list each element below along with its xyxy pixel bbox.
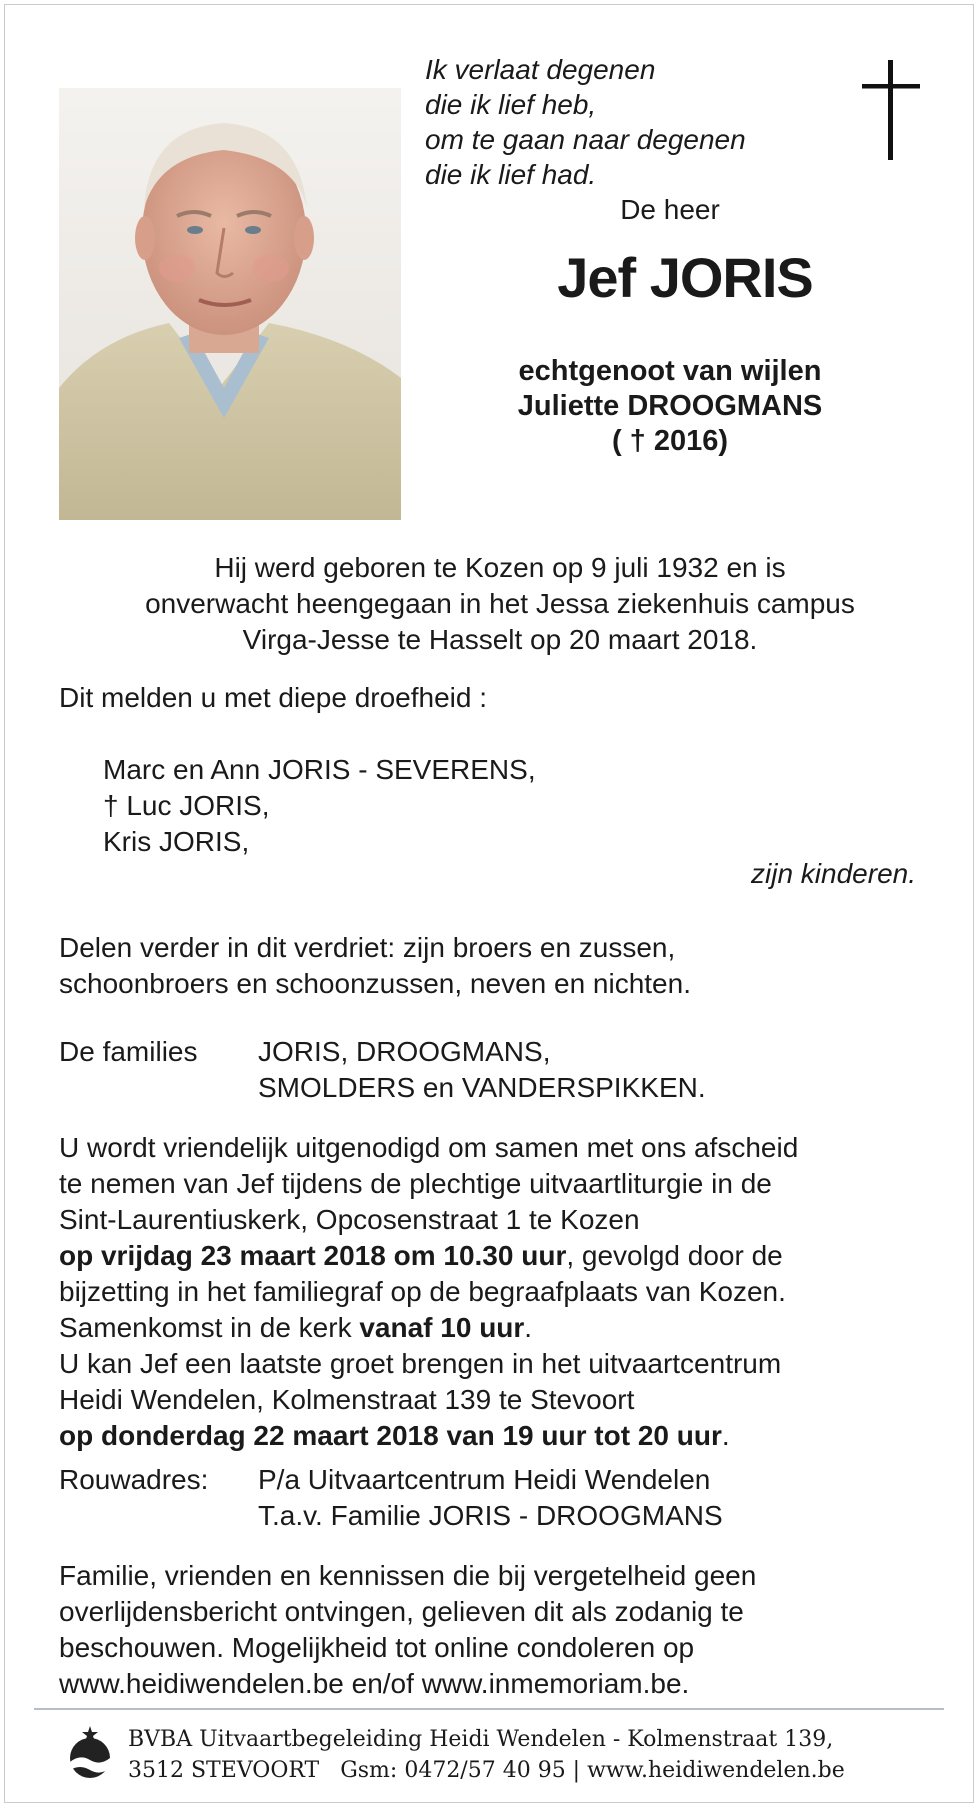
title-prefix: De heer — [620, 194, 720, 225]
families-line: JORIS, DROOGMANS, — [258, 1036, 551, 1067]
extended-family — [59, 930, 691, 1002]
invite-line: te nemen van Jef tijdens de plechtige uitvaartliturgie in de — [59, 1168, 772, 1199]
children-list — [103, 752, 536, 860]
invite-text: . — [721, 1420, 730, 1451]
spouse-info — [450, 354, 890, 459]
invite-line: bijzetting in het familiegraf op de begraafplaats van Kozen. — [59, 1276, 786, 1307]
footer-line: BVBA Uitvaartbegeleiding Heidi Wendelen - Kolmenstraat 139, — [128, 1727, 834, 1752]
spouse-name: Juliette DROOGMANS — [517, 390, 823, 422]
mourning-address — [258, 1462, 723, 1534]
footer-line: 3512 STEVOORT Gsm: 0472/57 40 95 | www.heidiwendelen.be — [128, 1758, 845, 1783]
footer-divider — [34, 1708, 944, 1710]
funeral-datetime: op vrijdag 23 maart 2018 om 10.30 uur — [59, 1240, 567, 1271]
child-entry: † Luc JORIS, — [103, 790, 270, 821]
portrait-photo — [59, 88, 401, 520]
invite-text: . — [524, 1312, 533, 1343]
viewing-datetime: op donderdag 22 maart 2018 van 19 uur tot 20 uur — [59, 1420, 722, 1451]
families-line: SMOLDERS en VANDERSPIKKEN. — [258, 1072, 706, 1103]
poem-line: die ik lief heb, — [425, 89, 597, 120]
invite-text: Samenkomst in de kerk — [59, 1312, 360, 1343]
child-entry: Kris JORIS, — [103, 826, 250, 857]
funeral-home-footer — [128, 1724, 845, 1786]
invite-line — [59, 1310, 798, 1346]
address-line: P/a Uitvaartcentrum Heidi Wendelen — [258, 1464, 711, 1495]
family-line: schoonbroers en schoonzussen, neven en nichten. — [59, 968, 691, 999]
invite-text: , gevolgd door de — [566, 1240, 783, 1271]
spouse-line: echtgenoot van wijlen — [518, 355, 822, 387]
families-label: De families — [59, 1036, 198, 1067]
children-label: zijn kinderen. — [751, 858, 916, 889]
invite-line: U kan Jef een laatste groet brengen in het uitvaartcentrum — [59, 1348, 782, 1379]
invite-line: Heidi Wendelen, Kolmenstraat 139 te Stevoort — [59, 1384, 635, 1415]
closing-note — [59, 1558, 756, 1702]
poem — [425, 52, 785, 192]
poem-line: die ik lief had. — [425, 159, 597, 190]
announcement-intro: Dit melden u met diepe droefheid : — [59, 682, 488, 713]
birth-line: Hij werd geboren te Kozen op 9 juli 1932 en is — [214, 552, 786, 583]
closing-line: Familie, vrienden en kennissen die bij vergetelheid geen — [59, 1560, 757, 1591]
birth-line: Virga-Jesse te Hasselt op 20 maart 2018. — [242, 624, 758, 655]
birth-death-info — [60, 550, 940, 658]
deceased-name: Jef JORIS — [557, 246, 813, 309]
child-entry: Marc en Ann JORIS - SEVERENS, — [103, 754, 536, 785]
invite-line — [59, 1418, 798, 1454]
address-line: T.a.v. Familie JORIS - DROOGMANS — [258, 1500, 723, 1531]
closing-line: overlijdensbericht ontvingen, gelieven dit als zodanig te — [59, 1596, 744, 1627]
families-names — [258, 1034, 706, 1106]
birth-line: onverwacht heengegaan in het Jessa ziekenhuis campus — [145, 588, 855, 619]
spouse-death-year: ( † 2016) — [611, 425, 729, 457]
mourning-address-label: Rouwadres: — [59, 1464, 209, 1495]
poem-line: om te gaan naar degenen — [425, 124, 746, 155]
poem-line: Ik verlaat degenen — [425, 54, 656, 85]
funeral-home-logo-icon — [64, 1724, 116, 1782]
family-line: Delen verder in dit verdriet: zijn broers en zussen, — [59, 932, 676, 963]
invite-line — [59, 1238, 798, 1274]
closing-line: www.heidiwendelen.be en/of www.inmemoriam.be. — [59, 1668, 690, 1699]
gathering-time: vanaf 10 uur — [359, 1312, 525, 1343]
invite-line: U wordt vriendelijk uitgenodigd om samen met ons afscheid — [59, 1132, 799, 1163]
cross-icon — [862, 60, 920, 160]
funeral-invitation — [59, 1130, 798, 1454]
closing-line: beschouwen. Mogelijkheid tot online condoleren op — [59, 1632, 695, 1663]
invite-line: Sint-Laurentiuskerk, Opcosenstraat 1 te Kozen — [59, 1204, 640, 1235]
